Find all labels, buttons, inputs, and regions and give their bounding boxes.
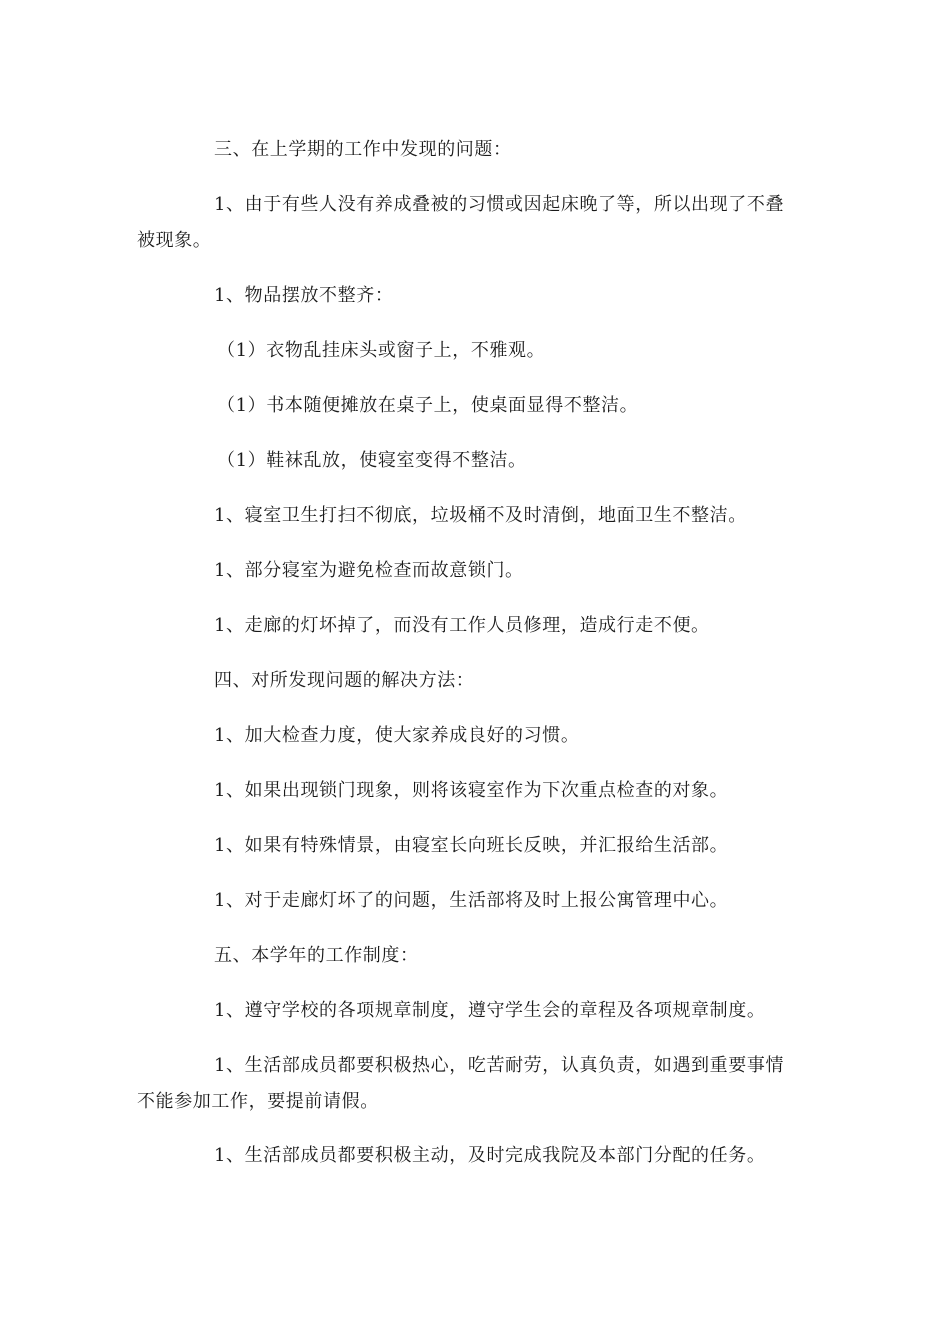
paragraph: 1、遵守学校的各项规章制度，遵守学生会的章程及各项规章制度。 bbox=[214, 1000, 766, 1021]
paragraph: （1）书本随便摊放在桌子上，使桌面显得不整洁。 bbox=[217, 395, 639, 416]
paragraph: 1、生活部成员都要积极主动，及时完成我院及本部门分配的任务。 bbox=[214, 1145, 766, 1166]
paragraph: 1、寝室卫生打扫不彻底，垃圾桶不及时清倒，地面卫生不整洁。 bbox=[214, 505, 747, 526]
section-heading-solutions: 四、对所发现问题的解决方法： bbox=[214, 670, 475, 691]
paragraph: 1、生活部成员都要积极热心，吃苦耐劳，认真负责，如遇到重要事情不能参加工作，要提前请假。 bbox=[137, 1055, 785, 1112]
paragraph: 1、走廊的灯坏掉了，而没有工作人员修理，造成行走不便。 bbox=[214, 615, 710, 636]
paragraph: 1、部分寝室为避免检查而故意锁门。 bbox=[214, 560, 524, 581]
paragraph: （1）鞋袜乱放，使寝室变得不整洁。 bbox=[217, 450, 527, 471]
paragraph: 1、如果出现锁门现象，则将该寝室作为下次重点检查的对象。 bbox=[214, 780, 729, 801]
paragraph: 1、物品摆放不整齐： bbox=[214, 285, 394, 306]
paragraph: （1）衣物乱挂床头或窗子上，不雅观。 bbox=[217, 340, 546, 361]
section-heading-problems: 三、在上学期的工作中发现的问题： bbox=[214, 139, 512, 160]
paragraph: 1、如果有特殊情景，由寝室长向班长反映，并汇报给生活部。 bbox=[214, 835, 729, 856]
paragraph: 1、加大检查力度，使大家养成良好的习惯。 bbox=[214, 725, 580, 746]
paragraph: 1、对于走廊灯坏了的问题，生活部将及时上报公寓管理中心。 bbox=[214, 890, 729, 911]
paragraph: 1、由于有些人没有养成叠被的习惯或因起床晚了等，所以出现了不叠被现象。 bbox=[137, 194, 785, 251]
section-heading-rules: 五、本学年的工作制度： bbox=[214, 945, 419, 966]
